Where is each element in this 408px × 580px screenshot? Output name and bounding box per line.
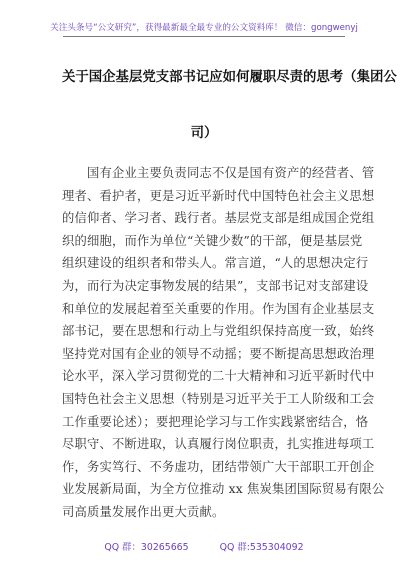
- body-line: 织的细胞，而作为单位“关键少数”的干部，便是基层党: [62, 233, 363, 248]
- body-line: 业发展新局面，为全方位推动 xx 焦炭集团国际贸易有限公: [62, 482, 385, 497]
- body-line: 尽职守、不断进取，认真履行岗位职责，扎实推进每项工: [62, 437, 375, 452]
- document-title-line-2: 司）: [190, 126, 218, 141]
- document-body: [62, 162, 385, 524]
- body-line: 的信仰者、学习者、践行者。基层党支部是组成国企党组: [62, 211, 375, 226]
- footer-qq-group-2: QQ 群:535304092: [219, 542, 304, 553]
- document-title-line-1: 关于国企基层党支部书记应如何履职尽责的思考（集团公: [62, 70, 397, 85]
- body-line: 工作重要论述）；要把理论学习与工作实践紧密结合，恪: [62, 414, 369, 429]
- body-line: 部书记，要在思想和行动上与党组织保持高度一致，始终: [62, 324, 375, 339]
- body-line: 为，而行为决定事物发展的结果”，支部书记对支部建设: [62, 278, 369, 293]
- footer-contact: [0, 539, 408, 553]
- footer-qq-group-1: QQ 群：30265665: [104, 542, 189, 553]
- body-line: 论水平，深入学习贯彻党的二十大精神和习近平新时代中: [62, 369, 375, 384]
- header-notice: 关注头条号“公文研究”，获得最新最全最专业的公文资料库！ 微信：gongwenyj: [50, 23, 358, 33]
- body-line: 作，务实笃行、不务虚功，团结带领广大干部职工开创企: [62, 459, 375, 474]
- body-line: 和单位的发展起着至关重要的作用。作为国有企业基层支: [62, 301, 375, 316]
- body-line: 理者、看护者，更是习近平新时代中国特色社会主义思想: [62, 188, 375, 203]
- body-line: 国有企业主要负责同志不仅是国有资产的经营者、管: [62, 166, 375, 180]
- header-divider: [63, 36, 345, 37]
- body-line: 国特色社会主义思想（特别是习近平关于工人阶级和工会: [62, 391, 375, 406]
- body-line: 司高质量发展作出更大贡献。: [62, 504, 225, 519]
- body-line: 坚持党对国有企业的领导不动摇；要不断提高思想政治理: [62, 346, 375, 361]
- body-line: 组织建设的组织者和带头人。常言道，“人的思想决定行: [62, 256, 369, 271]
